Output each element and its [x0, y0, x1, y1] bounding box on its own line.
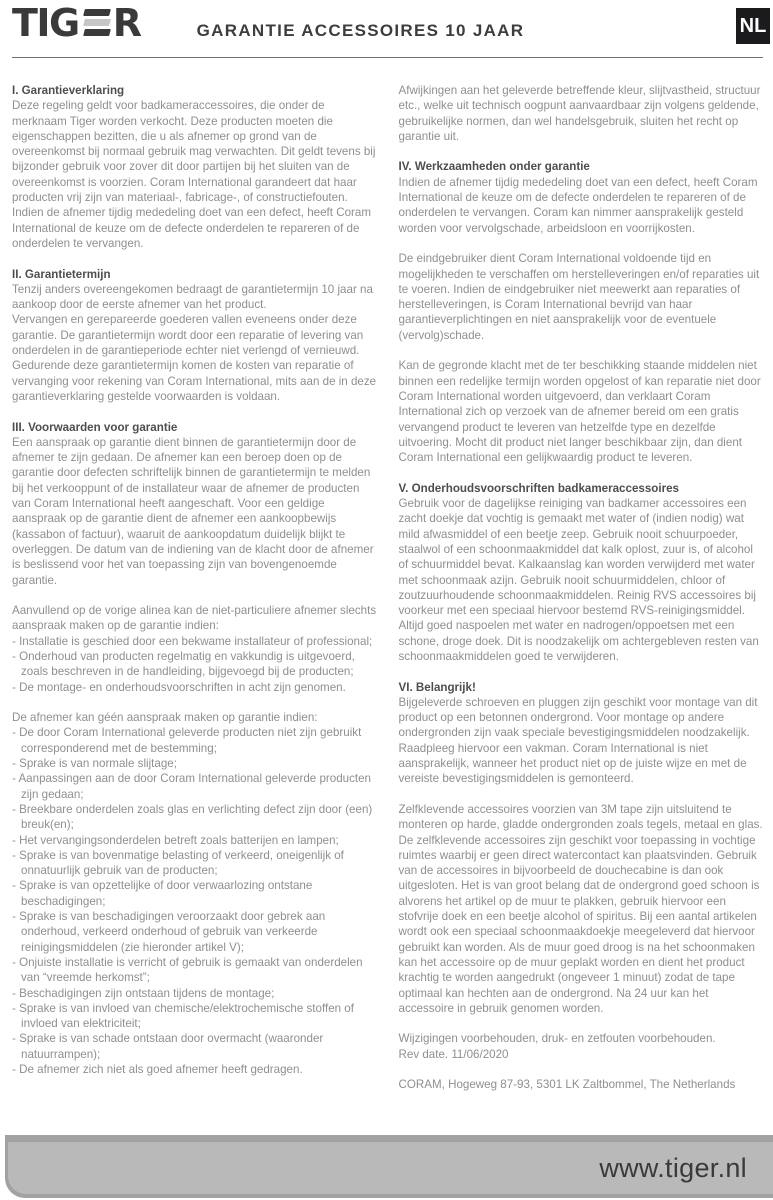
footer-bar [8, 1142, 773, 1194]
paragraph: De afnemer kan géén aanspraak maken op garantie indien: [12, 711, 318, 725]
list-item: - Onjuiste installatie is verricht of gebruik is gemaakt van onderdelen van “vreemde herkomst”; [12, 955, 363, 985]
paragraph: Kan de gegronde klacht met de ter beschikking staande middelen niet binnen een redelijke termijn worden opgelost of kan reparatie niet door Coram International worden uitgevoerd, dan verklaart Coram International zich op verzoek van de afnemer bereid om een gratis vervangend product te leveren van hetzelfde type en dezelfde uitvoering. Mocht dit product niet langer beschikbaar zijn, dan dient Coram International een gelijkwaardig product te leveren. [398, 359, 761, 465]
right-column [399, 83, 764, 1108]
paragraph: Tenzij anders overeengekomen bedraagt de garantietermijn 10 jaar na aankoop door de eerste afnemer van het product. Vervangen en gerepareerde goederen vallen eveneens onder deze garantie. De garantietermijn wordt door een reparatie of levering van onderdelen in de garantieperiode echter niet verlengd of vernieuwd. Gedurende deze garantietermijn komen de kosten van reparatie of vervanging voor rekening van Coram International, mits aan de in deze garantieverklaring gestelde voorwaarden is voldaan. [12, 282, 377, 403]
logo-bar-bottom [83, 29, 111, 36]
section-heading: I. Garantieverklaring [12, 84, 125, 97]
section-heading: II. Garantietermijn [12, 267, 111, 281]
list-item: - Sprake is van beschadigingen veroorzaakt door gebrek aan onderhoud, verkeerd onderhoud of gebruik van verkeerde reinigingsmiddelen (zie hieronder artikel V); [12, 910, 326, 954]
logo-bar-middle [83, 19, 111, 26]
list-item: - De montage- en onderhoudsvoorschriften in acht zijn genomen. [12, 680, 346, 694]
list-item: - Aanpassingen aan de door Coram International geleverde producten zijn gedaan; [12, 772, 372, 801]
left-column [12, 83, 377, 1108]
paragraph: Aanvullend op de vorige alinea kan de niet-particuliere afnemer slechts aanspraak maken op de garantie indien: [12, 604, 377, 633]
list-item: - Sprake is van opzettelijke of door verwaarlozing ontstane beschadigingen; [12, 879, 313, 908]
logo-text-right: R [112, 1, 141, 45]
list-item: - De afnemer zich niet als goed afnemer heeft gedragen. [12, 1063, 303, 1076]
list-item: - Onderhoud van producten regelmatig en vakkundig is uitgevoerd, zoals beschreven in de handleiding, bijgevoegd bij de producten; [12, 649, 355, 679]
paragraph: Wijzigingen voorbehouden, druk- en zetfouten voorbehouden. Rev date. 11/06/2020 [398, 1032, 716, 1061]
list-item: - Breekbare onderdelen zoals glas en verlichting defect zijn door (een) breuk(en); [12, 802, 373, 832]
logo-letter-e-bars-icon [84, 9, 110, 36]
footer-band [0, 1135, 773, 1200]
paragraph: CORAM, Hogeweg 87-93, 5301 LK Zaltbommel, The Netherlands [398, 1078, 736, 1092]
page-title: GARANTIE ACCESSOIRES 10 JAAR [196, 21, 525, 40]
paragraph: Zelfklevende accessoires voorzien van 3M tape zijn uitsluitend te monteren op harde, gladde ondergronden zoals tegels, metaal en glas. De zelfklevende accessoires zijn geschikt voor toepassing in vochtige ruimtes waarbij er geen direct watercontact kan plaatsvinden. Gebruik van de accessoires in bijvoorbeeld de douchecabine is dan ook uitgesloten. Het is van groot belang dat de ondergrond goed schoon is alvorens het artikel op de muur te plakken, gebruik hiervoor een stofvrije doek en een beetje alcohol of spiritus. Bij een aantal artikelen wordt ook een speciaal schoonmaakdoekje meegeleverd dat hiervoor gebruikt kan worden. Als de muur goed droog is na het schoonmaken kan het accessoire op de muur geplakt worden en dient het product krachtig te worden aangedrukt (ongeveer 1 minuut) zodat de tape optimaal kan hechten aan de ondergrond. Na 24 uur kan het accessoire in gebruik genomen worden. [398, 802, 763, 1015]
paragraph: Bijgeleverde schroeven en pluggen zijn geschikt voor montage van dit product op een betonnen ondergrond. Voor montage op andere ondergronden zijn vaak speciale bevestigingsmiddelen noodzakelijk. Raadpleeg hiervoor een vakman. Coram International is niet aansprakelijk, wanneer het product niet op de juiste wijze en met de vereiste bevestigingsmiddelen is gemonteerd. [398, 695, 758, 786]
logo-bar-top [83, 9, 111, 16]
paragraph: Deze regeling geldt voor badkameraccessoires, die onder de merknaam Tiger worden verkocht. Deze producten moeten die eigenschappen bezitten, die u als afnemer op grond van de overeenkomst bij normaal gebruik mag verwachten. Dit geldt tevens bij bijzonder gebruik voor zover dit door partijen bij het sluiten van de overeenkomst is voorzien. Coram International garandeert dat haar producten vrij zijn van materiaal-, fabricage-, of constructiefouten. Indien de afnemer tijdig mededeling doet van een defect, heeft Coram International de keuze om de defecte onderdelen te repareren of de onderdelen te vervangen. [12, 99, 376, 250]
tiger-logo [12, 1, 141, 45]
list-item: - Het vervangingsonderdelen betreft zoals batterijen en lampen; [12, 833, 339, 847]
paragraph: Een aanspraak op garantie dient binnen de garantietermijn door de afnemer te zijn gedaan. De afnemer kan een beroep doen op de garantie door defecten schriftelijk binnen de garantietermijn te melden bij het verkooppunt of de installateur waar de afnemer de producten van Coram International heeft aangeschaft. Voor een geldige aanspraak op de garantie dient de afnemer een aankoopbewijs (kassabon of factuur), waaruit de aankoopdatum duidelijk blijkt te overleggen. De datum van de indiening van de klacht door de afnemer is beslissend voor het van toepassing zijn van bovengenoemde garantie. [12, 435, 374, 587]
document-header [0, 0, 773, 57]
document-body [0, 58, 773, 1108]
bullet-list [12, 725, 377, 1077]
paragraph: Afwijkingen aan het geleverde betreffende kleur, slijtvastheid, structuur etc., welke uit technisch oogpunt aanvaardbaar zijn volgens geldende, gebruikelijke normen, dan wel handelsgebruik, sluiten het recht op garantie uit. [398, 84, 761, 143]
paragraph: Indien de afnemer tijdig mededeling doet van een defect, heeft Coram International de keuze om de defecte onderdelen te repareren of de onderdelen te vervangen. Coram kan nimmer aansprakelijk gesteld worden voor vervolgschade, arbeidsloon en voorrijkosten. [398, 175, 758, 235]
list-item: - Sprake is van bovenmatige belasting of verkeerd, oneigenlijk of onnatuurlijk gebruik van de producten; [12, 848, 344, 878]
bullet-list [12, 634, 377, 695]
paragraph: De eindgebruiker dient Coram International voldoende tijd en mogelijkheden te verschaffen om herstelleveringen en/of reparaties uit te voeren. Indien de eindgebruiker niet meewerkt aan reparaties of herstelleveringen, is Coram International bevrijd van haar garantieverplichtingen en niet aansprakelijk voor de eventuele (vervolg)schade. [398, 252, 760, 342]
paragraph: Gebruik voor de dagelijkse reiniging van badkamer accessoires een zacht doekje dat vochtig is gemaakt met water of (indien nodig) wat mild afwasmiddel of een beetje zeep. Gebruik nooit schuurpoeder, staalwol of een schoonmaakmiddel dat kalk oplost, zuur is, of alcohol of schuurmiddel bevat. Kalkaanslag kan worden verwijderd met water met schoonmaak azijn. Gebruik nooit schuurmiddelen, chloor of zoutzuurhoudende schoonmaakmiddelen. Reinig RVS accessoires bij voorkeur met een speciaal hiervoor bestemd RVS-reinigingsmiddel. Altijd goed naspoelen met water en nadrogen/oppoetsen met een schone, droge doek. Dit is noodzakelijk om achtergebleven resten van schoonmaakmiddelen goed te verwijderen. [398, 497, 759, 663]
list-item: - Installatie is geschied door een bekwame installateur of professional; [12, 634, 373, 648]
section-heading: III. Voorwaarden voor garantie [12, 420, 178, 434]
website-url: www.tiger.nl [599, 1152, 747, 1183]
country-badge: NL [736, 8, 770, 44]
list-item: - Beschadigingen zijn ontstaan tijdens de montage; [12, 986, 275, 1000]
list-item: - Sprake is van normale slijtage; [12, 757, 177, 771]
section-heading: IV. Werkzaamheden onder garantie [398, 160, 590, 174]
logo-text-left: TIG [12, 1, 79, 45]
list-item: - Sprake is van schade ontstaan door overmacht (waaronder natuurrampen); [12, 1032, 324, 1061]
list-item: - De door Coram International geleverde producten niet zijn gebruikt corresponderend met de bestemming; [12, 726, 362, 755]
section-heading: VI. Belangrijk! [398, 680, 476, 694]
section-heading: V. Onderhoudsvoorschriften badkameraccessoires [398, 481, 680, 495]
list-item: - Sprake is van invloed van chemische/elektrochemische stoffen of invloed van elektriciteit; [12, 1001, 354, 1031]
